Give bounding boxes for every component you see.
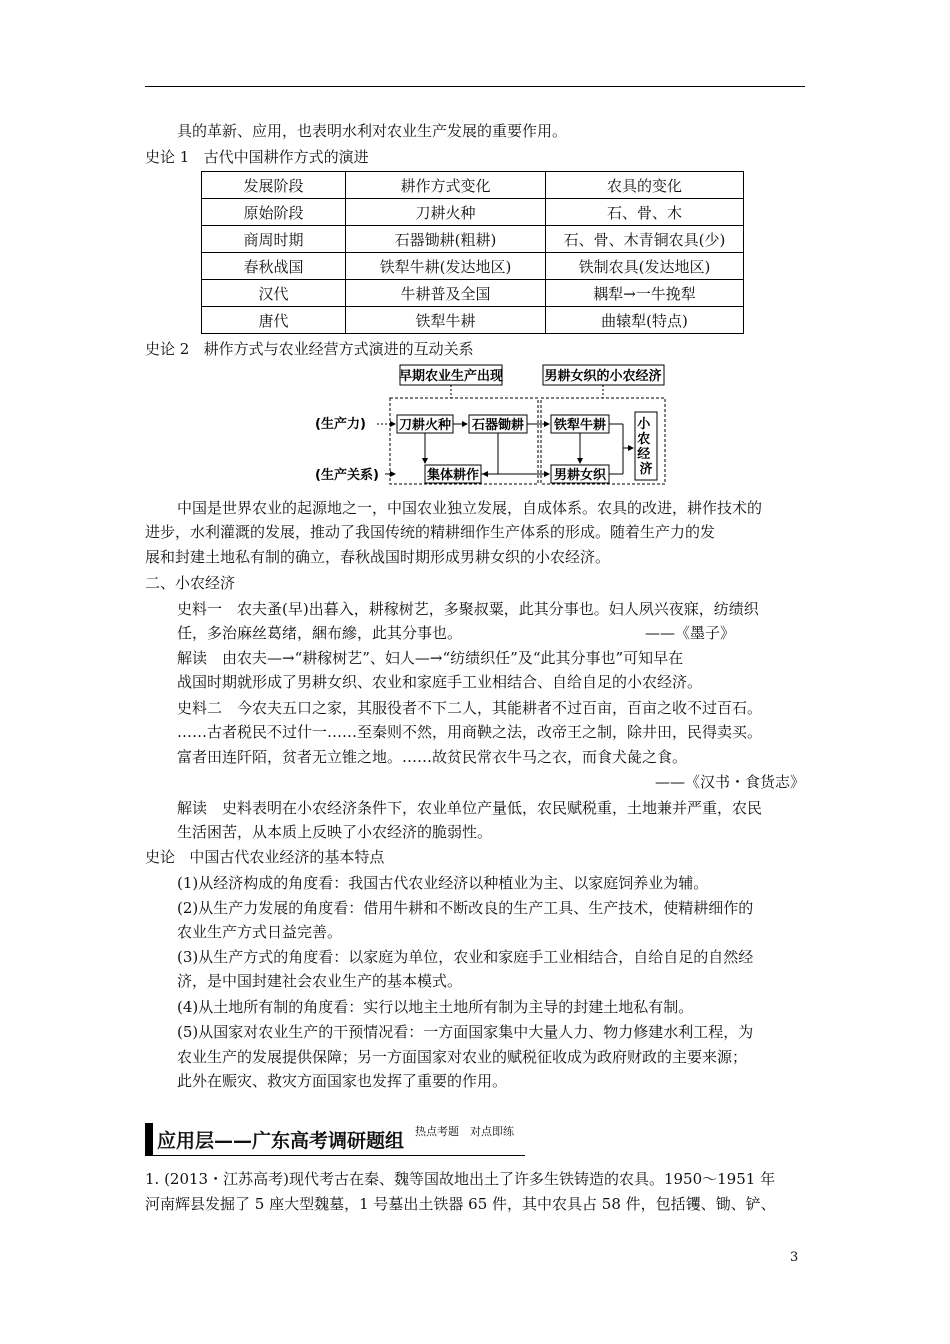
table-cell: 唐代 (202, 307, 346, 334)
xiaonong-char: 小 (637, 417, 651, 432)
shilun2-heading (145, 338, 815, 360)
shiliao1-line2 (145, 622, 847, 644)
shilun3-label: 史论 (145, 848, 176, 866)
shilun1-label: 史论 1 (145, 148, 190, 166)
shiliao2-source: ——《汉书・食货志》 (654, 773, 805, 791)
xiaonong-char: 农 (637, 432, 651, 447)
nangeng-label: 男耕女织 (553, 468, 607, 483)
table-cell: 石、骨、木青铜农具(少) (546, 226, 744, 253)
table-cell: 耦犁→一牛挽犁 (546, 280, 744, 307)
tieli-label: 铁犁牛耕 (553, 418, 607, 433)
application-heading (145, 1123, 525, 1157)
table-cell: 刀耕火种 (346, 199, 546, 226)
heading-subtitle: 热点考题 对点即练 (415, 1125, 514, 1138)
shilun1-heading (145, 146, 815, 168)
table-header-cell: 农具的变化 (546, 172, 744, 199)
table-cell: 牛耕普及全国 (346, 280, 546, 307)
table-cell: 原始阶段 (202, 199, 346, 226)
jiti-label: 集体耕作 (426, 468, 480, 483)
point-line: (1)从经济构成的角度看：我国古代农业经济以种植业为主、以家庭饲养业为辅。 (177, 874, 709, 892)
jiedu1-line: 解读 由农夫—→“耕稼树艺”、妇人—→“纺绩织任”及“此其分事也”可知早在 (177, 649, 684, 667)
table-row (202, 226, 744, 253)
header-rule (145, 86, 805, 87)
jiedu2-line: 解读 史料表明在小农经济条件下，农业单位产量低，农民赋税重，土地兼并严重，农民 (177, 799, 763, 817)
shiliao1-line: 史料一 农夫蚤(早)出暮入，耕稼树艺，多聚叔粟，此其分事也。妇人夙兴夜寐，纺绩织 (177, 600, 759, 618)
farming-evolution-table (201, 171, 744, 334)
shilun2-title: 耕作方式与农业经营方式演进的互动关系 (203, 340, 474, 358)
table-cell: 铁犁牛耕(发达地区) (346, 253, 546, 280)
table-cell: 曲辕犁(特点) (546, 307, 744, 334)
point-line: (2)从生产力发展的角度看：借用牛耕和不断改良的生产工具、生产技术，使精耕细作的 (177, 899, 754, 917)
table-row (202, 199, 744, 226)
jiedu1-line: 战国时期就形成了男耕女织、农业和家庭手工业相结合、自给自足的小农经济。 (177, 673, 703, 691)
xiaonong-label (637, 417, 655, 477)
para1-line: 展和封建土地私有制的确立，春秋战国时期形成男耕女织的小农经济。 (145, 548, 611, 566)
table-cell: 商周时期 (202, 226, 346, 253)
shiliao2-line: 富者田连阡陌，贫者无立锥之地。……故贫民常衣牛马之衣，而食犬彘之食。 (177, 748, 688, 766)
para1-line: 中国是世界农业的起源地之一，中国农业独立发展，自成体系。农具的改进，耕作技术的 (177, 499, 763, 517)
table-cell: 春秋战国 (202, 253, 346, 280)
shiliao2-line: 史料二 今农夫五口之家，其服役者不下二人，其能耕者不过百亩，百亩之收不过百石。 (177, 699, 763, 717)
question-line: 1. (2013・江苏高考)现代考古在秦、魏等国故地出土了许多生铁铸造的农具。1950～1951 年 (145, 1170, 776, 1188)
shilun3-heading (145, 846, 815, 868)
daogeng-label: 刀耕火种 (398, 418, 452, 433)
table-header-cell: 耕作方式变化 (346, 172, 546, 199)
question-line: 河南辉县发掘了 5 座大型魏墓，1 号墓出土铁器 65 件，其中农具占 58 件，包括䦆、锄、铲、 (145, 1195, 776, 1213)
table-cell: 汉代 (202, 280, 346, 307)
table-row (202, 253, 744, 280)
table-row (202, 307, 744, 334)
table-header-row (202, 172, 744, 199)
row2-label: (生产关系) (315, 468, 379, 483)
para1-line: 进步，水利灌溉的发展，推动了我国传统的精耕细作生产体系的形成。随着生产力的发 (145, 523, 716, 541)
jiedu2-line: 生活困苦，从本质上反映了小农经济的脆弱性。 (177, 823, 493, 841)
point-line: (4)从土地所有制的角度看：实行以地主土地所有制为主导的封建土地私有制。 (177, 998, 694, 1016)
point-line: 济，是中国封建社会农业生产的基本模式。 (177, 972, 463, 990)
shiqi-label: 石器锄耕 (471, 418, 525, 433)
point-line: 农业生产的发展提供保障；另一方面国家对农业的赋税征收成为政府财政的主要来源； (177, 1048, 748, 1066)
table-cell: 铁犁牛耕 (346, 307, 546, 334)
table-cell: 石、骨、木 (546, 199, 744, 226)
point-line: 此外在赈灾、救灾方面国家也发挥了重要的作用。 (177, 1072, 508, 1090)
table-cell: 铁制农具(发达地区) (546, 253, 744, 280)
xiaonong-char: 经 (637, 447, 651, 462)
shiliao1-text: 任，多治麻丝葛绪，綑布縿，此其分事也。 (177, 624, 463, 642)
intro-line: 具的革新、应用，也表明水利对农业生产发展的重要作用。 (177, 122, 568, 140)
shiliao1-source: ——《墨子》 (645, 624, 736, 642)
section2-heading: 二、小农经济 (145, 574, 236, 592)
shiliao2-line: ……古者税民不过什一……至秦则不然，用商鞅之法，改帝王之制，除井田，民得卖买。 (177, 723, 763, 741)
point-line: (3)从生产方式的角度看：以家庭为单位，农业和家庭手工业相结合，自给自足的自然经 (177, 948, 754, 966)
page-number: 3 (790, 1250, 799, 1265)
table-row (202, 280, 744, 307)
point-line: (5)从国家对农业生产的干预情况看：一方面国家集中大量人力、物力修建水利工程，为 (177, 1023, 754, 1041)
table-cell: 石器锄耕(粗耕) (346, 226, 546, 253)
shilun3-title: 中国古代农业经济的基本特点 (189, 848, 385, 866)
xiaonong-char: 济 (639, 462, 653, 477)
stage2-label: 男耕女织的小农经济 (544, 369, 662, 384)
row1-label: (生产力) (315, 417, 366, 432)
heading-block (145, 1123, 153, 1155)
interaction-diagram (313, 362, 673, 488)
point-line: 农业生产方式日益完善。 (177, 923, 343, 941)
stage1-label: 早期农业生产出现 (398, 369, 504, 384)
heading-title: 应用层——广东高考调研题组 (157, 1130, 405, 1152)
shilun1-title: 古代中国耕作方式的演进 (203, 148, 369, 166)
table-header-cell: 发展阶段 (202, 172, 346, 199)
shilun2-label: 史论 2 (145, 340, 190, 358)
